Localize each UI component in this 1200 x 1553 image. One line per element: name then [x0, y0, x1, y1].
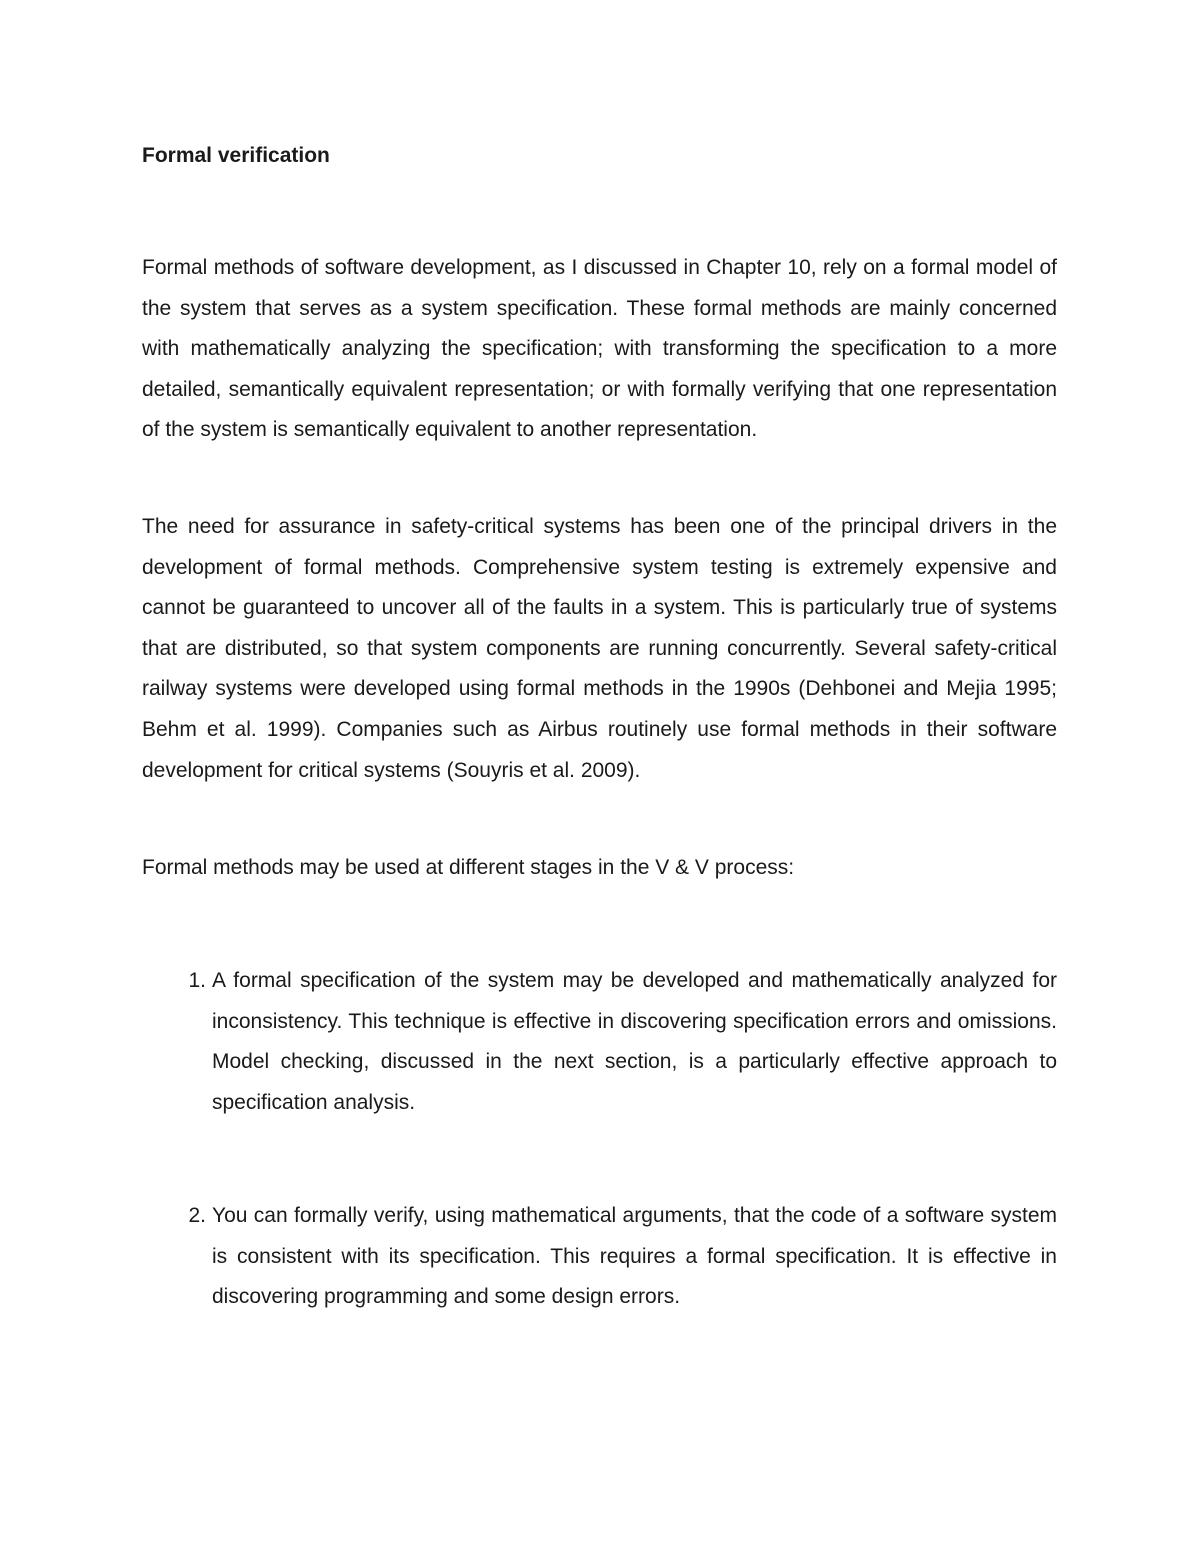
- list-item: [188, 1196, 1057, 1318]
- list-item: [188, 961, 1057, 1123]
- paragraph-assurance: The need for assurance in safety-critical systems has been one of the principal drivers in the development of formal methods. Comprehensive system testing is extremely expensive and cannot be guaranteed to uncover all of the faults in a system. This is particularly true of systems that are distributed, so that system components are running concurrently. Several safety-critical railway systems were developed using formal methods in the 1990s (Dehbonei and Mejia 1995; Behm et al. 1999). Companies such as Airbus routinely use formal methods in their software development for critical systems (Souyris et al. 2009).: [142, 515, 1057, 782]
- page-title: Formal verification: [142, 144, 330, 167]
- list-item-text: You can formally verify, using mathematical arguments, that the code of a software system is consistent with its specification. This requires a formal specification. It is effective in discovering programming and some design errors.: [212, 1204, 1057, 1309]
- list-item-number: 1.: [188, 969, 206, 992]
- paragraph-intro: Formal methods of software development, as I discussed in Chapter 10, rely on a formal model of the system that serves as a system specification. These formal methods are mainly concerned with mathematically analyzing the specification; with transforming the specification to a more detailed, semantically equivalent representation; or with formally verifying that one representation of the system is semantically equivalent to another representation.: [142, 256, 1057, 442]
- list-item-text: A formal specification of the system may be developed and mathematically analyzed for inconsistency. This technique is effective in discovering specification errors and omissions. Model checking, discussed in the next section, is a particularly effective approach to specification analysis.: [212, 969, 1057, 1114]
- list-item-number: 2.: [188, 1204, 206, 1227]
- paragraph-stages: Formal methods may be used at different stages in the V & V process:: [142, 856, 795, 879]
